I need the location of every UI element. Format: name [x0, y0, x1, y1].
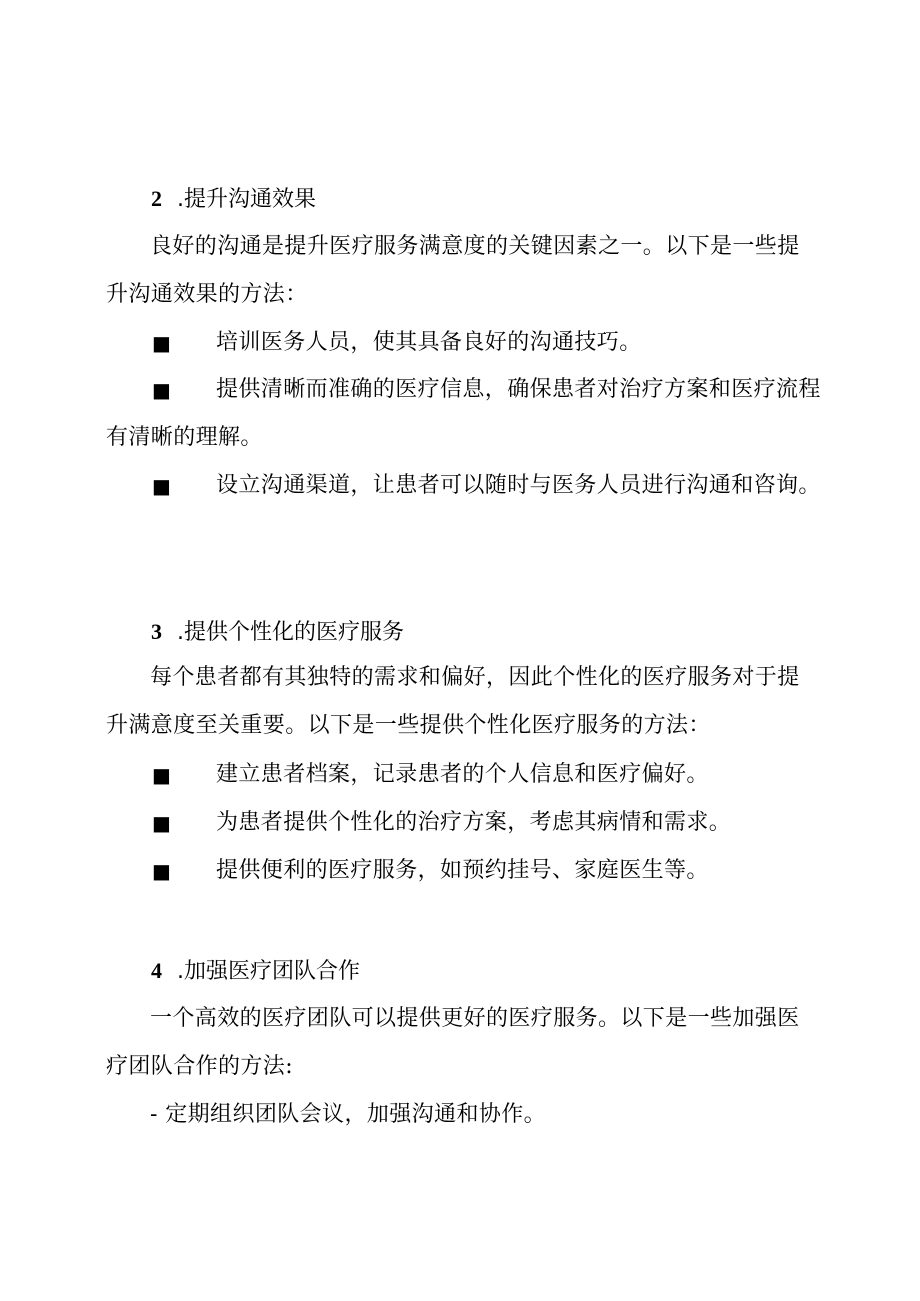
- list-item: [106, 462, 826, 510]
- list-item-text: 为患者提供个性化的治疗方案，考虑其病情和需求。: [216, 810, 732, 835]
- section-number: 3: [151, 619, 162, 644]
- square-bullet-icon: ■: [152, 859, 172, 883]
- list-item: [150, 1091, 546, 1139]
- list-item: [106, 751, 826, 799]
- list-item-text: 提供便利的医疗服务，如预约挂号、家庭医生等。: [216, 858, 709, 883]
- list-item-text: 培训医务人员，使其具备良好的沟通技巧。: [216, 330, 642, 355]
- section-number: 2: [151, 186, 162, 211]
- dash-bullet-icon: -: [150, 1102, 158, 1127]
- list-item-text: 设立沟通渠道，让患者可以随时与医务人员进行沟通和咨询。: [216, 473, 821, 498]
- section-heading-4: [151, 958, 360, 985]
- list-item: [106, 847, 826, 895]
- section-title: .加强医疗团队合作: [177, 959, 360, 984]
- square-bullet-icon: ■: [152, 763, 172, 787]
- section-heading-2: [151, 186, 316, 213]
- square-bullet-icon: ■: [152, 474, 172, 498]
- list-item: [106, 799, 826, 847]
- section-number: 4: [151, 958, 162, 983]
- list-item-text: 建立患者档案，记录患者的个人信息和医疗偏好。: [216, 762, 709, 787]
- list-item-text: 提供清晰而准确的医疗信息，确保患者对治疗方案和医疗流程有清晰的理解。: [106, 377, 821, 450]
- square-bullet-icon: ■: [152, 378, 172, 402]
- section-intro-4: 一个高效的医疗团队可以提供更好的医疗服务。以下是一些加强医疗团队合作的方法:: [106, 1006, 800, 1079]
- section-heading-3: [151, 619, 404, 646]
- section-title: .提供个性化的医疗服务: [177, 620, 404, 645]
- section-intro-2: 良好的沟通是提升医疗服务满意度的关键因素之一。以下是一些提升沟通效果的方法：: [106, 234, 800, 307]
- section-title: .提升沟通效果: [177, 187, 316, 212]
- list-item: [106, 319, 826, 367]
- square-bullet-icon: ■: [152, 811, 172, 835]
- list-item-text: 定期组织团队会议，加强沟通和协作。: [165, 1102, 547, 1127]
- square-bullet-icon: ■: [152, 331, 172, 355]
- section-intro-3: 每个患者都有其独特的需求和偏好，因此个性化的医疗服务对于提升满意度至关重要。以下是一些提供个性化医疗服务的方法：: [106, 665, 800, 738]
- list-item: [106, 366, 826, 462]
